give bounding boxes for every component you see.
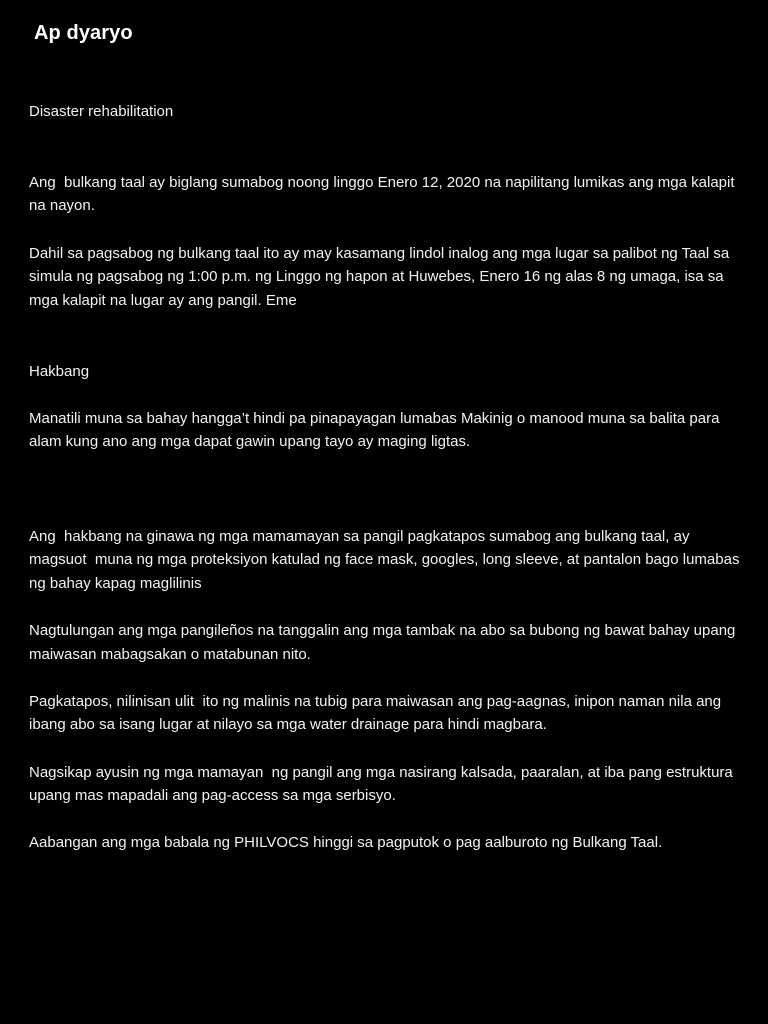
- spacer: [29, 312, 741, 359]
- step-paragraph-5: Nagsikap ayusin ng mga mamayan ng pangil ang mga nasirang kalsada, paaralan, at iba pang estruktura upang mas mapadali ang pag-access sa mga serbisyo.: [29, 763, 737, 805]
- spacer: [29, 454, 741, 525]
- intro-paragraph-1: Ang bulkang taal ay biglang sumabog noong linggo Enero 12, 2020 na napilitang lumikas ang mga kalapit na nayon.: [29, 173, 739, 215]
- article-body: [29, 100, 744, 855]
- page-title: Ap dyaryo: [34, 22, 133, 44]
- spacer: [29, 595, 741, 619]
- intro-paragraph-2: Dahil sa pagsabog ng bulkang taal ito ay may kasamang lindol inalog ang mga lugar sa palibot ng Taal sa simula ng pagsabog ng 1:00 p.m. ng Linggo ng hapon at Huwebes, Enero 16 ng alas 8 ng umaga, isa sa mga kalapit na lugar ay ang pangil. Eme: [29, 244, 734, 309]
- spacer: [29, 666, 741, 690]
- spacer: [29, 383, 741, 407]
- step-paragraph-2: Ang hakbang na ginawa ng mga mamamayan sa pangil pagkatapos sumabog ang bulkang taal, ay magsuot muna ng mga proteksiyon katulad ng face mask, googles, long sleeve, at pantalon bago lumabas ng bahay kapag maglilinis: [29, 527, 744, 592]
- step-paragraph-4: Pagkatapos, nilinisan ulit ito ng malinis na tubig para maiwasan ang pag-aagnas, inipon naman nila ang ibang abo sa isang lugar at nilayo sa mga water drainage para hindi magbara.: [29, 692, 730, 734]
- section-heading: Hakbang: [29, 362, 90, 380]
- step-paragraph-1: Manatili muna sa bahay hangga’t hindi pa pinapayagan lumabas Makinig o manood muna sa balita para alam kung ano ang mga dapat gawin upang tayo ay maging ligtas.: [29, 409, 724, 451]
- step-paragraph-3: Nagtulungan ang mga pangileños na tanggalin ang mga tambak na abo sa bubong ng bawat bahay upang maiwasan mabagsakan o matabunan nito.: [29, 622, 740, 663]
- spacer: [29, 808, 741, 832]
- step-paragraph-6: Aabangan ang mga babala ng PHILVOCS hinggi sa pagputok o pag aalburoto ng Bulkang Taal.: [29, 834, 663, 852]
- spacer: [29, 218, 741, 242]
- spacer: [29, 737, 741, 761]
- article-subheading: Disaster rehabilitation: [29, 103, 174, 120]
- spacer: [29, 124, 741, 171]
